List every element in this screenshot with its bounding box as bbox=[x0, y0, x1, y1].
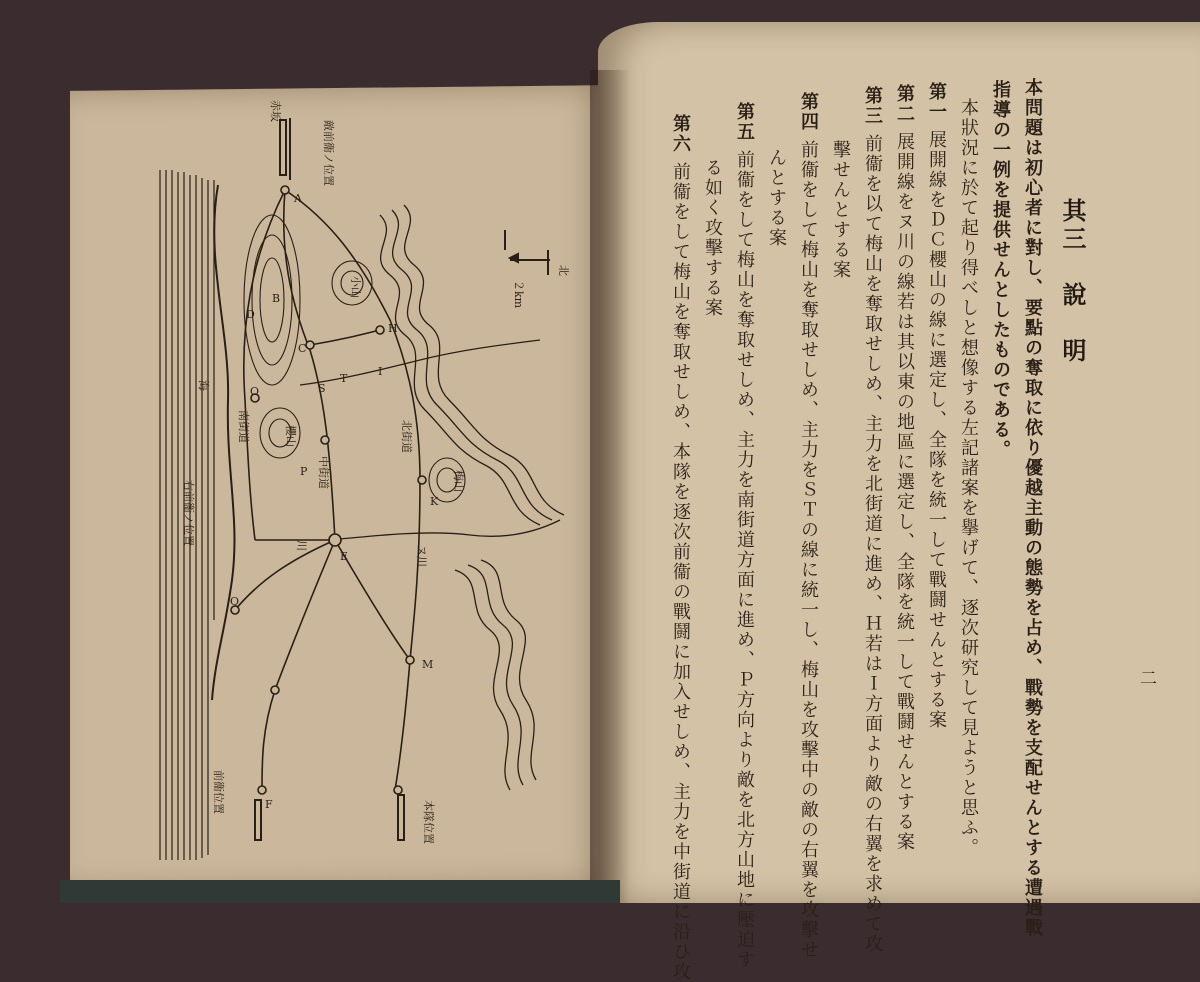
letter-i: I bbox=[378, 365, 383, 378]
intro-line-2: 指導の一例を提供せんとしたものである。 bbox=[990, 80, 1011, 460]
north-label: 北 bbox=[557, 265, 570, 276]
tactical-map bbox=[0, 0, 600, 903]
roads bbox=[235, 190, 420, 790]
label-sea: 海 bbox=[197, 380, 210, 391]
plan-3-label: 第三 bbox=[862, 86, 883, 126]
plan-2-label: 第二 bbox=[894, 84, 915, 124]
label-mount-small: 小山 bbox=[349, 276, 362, 298]
letter-q: Q bbox=[230, 595, 240, 608]
plan-1-line-1: 展開線をＤＣ櫻山の線に選定し、全隊を統一して戰鬪せんとする案 bbox=[926, 130, 947, 730]
letter-f: F bbox=[265, 798, 273, 811]
label-minami-kaido: 南街道 bbox=[237, 410, 250, 443]
plan-4-line-1: 前衞をして梅山を奪取せしめ、主力をＳＴの線に統一し、梅山を攻擊中の敵の右翼を攻擊せ bbox=[798, 140, 819, 960]
intro-line-1: 本問題は初心者に對し、要點の奪取に依り優越主動の態勢を占め、戰勢を支配せんとする遭遇戰 bbox=[1022, 78, 1043, 938]
plan-6-label: 第六 bbox=[670, 114, 691, 154]
letter-t: T bbox=[340, 372, 348, 385]
letter-b: B bbox=[272, 292, 281, 305]
north-arrow bbox=[505, 230, 550, 275]
letter-p: P bbox=[300, 465, 308, 478]
label-kita-kaido: 北街道 bbox=[400, 420, 413, 453]
letter-h: H bbox=[388, 322, 398, 335]
map-points bbox=[231, 186, 426, 794]
page-number: 二 bbox=[1140, 669, 1157, 689]
plan-3-line-1: 前衞を以て梅山を奪取せしめ、主力を北街道に進め、Ｈ若はＩ方面より敵の右翼を求めて攻 bbox=[862, 134, 883, 954]
plan-2-line-1: 展開線をヌ川の線若は其以東の地區に選定し、全隊を統一して戰鬪せんとする案 bbox=[894, 132, 915, 852]
letter-a: A bbox=[294, 192, 302, 205]
plan-5-line-2: る如く攻擊する案 bbox=[702, 158, 723, 318]
label-town-top: 赤坂 bbox=[269, 100, 282, 122]
plan-4-line-2: んとする案 bbox=[766, 148, 787, 248]
plan-5-line-1: 前衞をして梅山を奪取せしめ、主力を南街道方面に進め、Ｐ方向より敵を北方山地に壓迫す bbox=[734, 150, 755, 970]
plan-3-line-2: 擊せんとする案 bbox=[830, 140, 851, 280]
plan-5-label: 第五 bbox=[734, 102, 755, 142]
label-bottom-town2: 前衞位置 bbox=[212, 770, 225, 814]
letter-e: E bbox=[340, 550, 349, 563]
label-nu-kawa: ヌ川 bbox=[415, 545, 428, 567]
letter-m: M bbox=[422, 658, 434, 671]
plan-6-line-1: 前衞をして梅山を奪取せしめ、本隊を逐次前衞の戰鬪に加入せしめ、主力を中街道に沿ひ攻 bbox=[670, 162, 691, 982]
label-legend-top: 敵前衞ノ位置 bbox=[322, 120, 335, 186]
scale-label: ２km bbox=[512, 280, 525, 309]
coastline bbox=[212, 185, 234, 700]
section-title: 其三 說 明 bbox=[1058, 198, 1087, 366]
plan-4-label: 第四 bbox=[798, 92, 819, 132]
letter-o: O bbox=[250, 385, 260, 398]
plan-1-label: 第一 bbox=[926, 82, 947, 122]
label-kawa: 川 bbox=[295, 540, 308, 551]
letter-k: K bbox=[430, 495, 439, 508]
label-legend-bottom: 右前衞ノ位置 bbox=[182, 480, 195, 546]
label-sakurayama: 櫻山 bbox=[284, 425, 297, 447]
point-letters bbox=[230, 192, 439, 811]
letter-c: C bbox=[298, 342, 307, 355]
label-naka-kaido: 中街道 bbox=[317, 456, 330, 489]
intro-line-3: 本狀況に於て起り得べしと想像する左記諸案を擧げて、逐次研究して見ようと思ふ。 bbox=[958, 98, 979, 858]
label-bottom-town: 本隊位置 bbox=[422, 800, 435, 844]
letter-d: D bbox=[246, 308, 255, 321]
letter-s: S bbox=[318, 382, 326, 395]
label-umeyama: 梅山 bbox=[452, 470, 465, 492]
